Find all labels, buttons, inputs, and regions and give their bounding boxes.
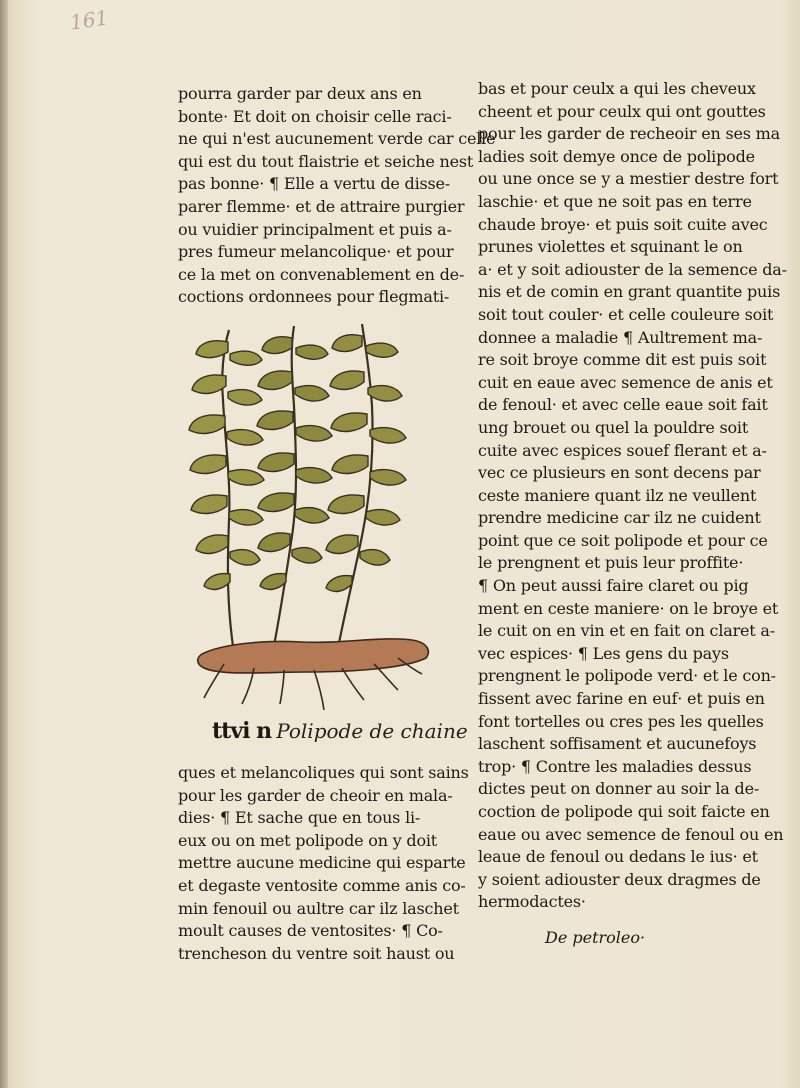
left-column-top (178, 83, 495, 309)
chapter-number: ttvi n (212, 718, 272, 744)
text-line: pourra garder par deux ans en (178, 84, 422, 103)
text-line: bas et pour ceulx a qui les cheveux (478, 79, 756, 98)
text-line: leaue de fenoul ou dedans le ius· et (478, 847, 758, 867)
text-line: dies· ¶ Et sache que en tous li- (178, 808, 421, 828)
text-line: coction de polipode qui soit faicte en (478, 802, 770, 821)
text-line: trop· ¶ Contre les maladies dessus (478, 756, 752, 776)
text-line: prunes violettes et squinant le on (478, 237, 743, 257)
text-line: laschent soffisament et aucunefoys (478, 734, 757, 754)
left-column-bottom (178, 762, 469, 965)
text-line: min fenouil ou aultre car ilz laschet (178, 898, 459, 918)
fern-frond-right (326, 324, 406, 658)
text-line: ceste maniere quant ilz ne veullent (478, 485, 757, 505)
text-line: eaue ou avec semence de fenoul ou en (478, 824, 784, 844)
text-line: pas bonne· ¶ Elle a vertu de disse- (178, 174, 450, 194)
text-line: ce la met on convenablement en de- (178, 264, 465, 284)
text-line: vec ce plusieurs en sont decens par (478, 463, 761, 483)
text-line: re soit broye comme dit est puis soit (478, 350, 767, 370)
text-line: ¶ On peut aussi faire claret ou pig (478, 576, 749, 596)
text-line: a· et y soit adiouster de la semence da- (478, 259, 787, 279)
text-line: pour les garder de cheoir en mala- (178, 785, 453, 805)
text-line: dictes peut on donner au soir la de- (478, 779, 760, 799)
fern-frond-middle (257, 326, 332, 656)
text-line: trencheson du ventre soit haust ou (178, 943, 455, 963)
text-line: prendre medicine car ilz ne cuident (478, 508, 761, 528)
text-line: eux ou on met polipode on y doit (178, 830, 438, 850)
text-line: ne qui n'est aucunement verde car celle (178, 129, 496, 149)
handwritten-plant-name: Polipode de chaine (276, 719, 468, 743)
binding-edge (0, 0, 8, 1088)
text-line: le prengnent et puis leur proffite· (478, 553, 744, 573)
fern-frond-left (189, 330, 264, 660)
text-line: coctions ordonnees pour flegmati- (178, 287, 450, 307)
text-line: nis et de comin en grant quantite puis (478, 282, 781, 302)
next-chapter-heading: De petroleo· (545, 928, 646, 947)
text-line: cuite avec espices souef flerant et a- (478, 440, 767, 460)
text-line: font tortelles ou cres pes les quelles (478, 711, 764, 731)
text-line: soit tout couler· et celle couleure soit (478, 304, 774, 324)
text-line: ung brouet ou quel la pouldre soit (478, 417, 749, 437)
text-line: moult causes de ventosites· ¶ Co- (178, 921, 443, 941)
text-line: de fenoul· et avec celle eaue soit fait (478, 395, 768, 415)
text-line: vec espices· ¶ Les gens du pays (478, 643, 729, 663)
text-line: cheent et pour ceulx qui ont gouttes (478, 101, 766, 121)
text-line: pres fumeur melancolique· et pour (178, 242, 454, 262)
text-line: ment en ceste maniere· on le broye et (478, 598, 779, 618)
text-line: laschie· et que ne soit pas en terre (478, 191, 752, 211)
right-column (478, 78, 787, 914)
text-line: cuit en eaue avec semence de anis et (478, 372, 773, 392)
text-line: qui est du tout flaistrie et seiche nest (178, 151, 474, 171)
text-line: fissent avec farine en euf· et puis en (478, 689, 765, 709)
text-line: donnee a maladie ¶ Aultrement ma- (478, 327, 763, 347)
text-line: mettre aucune medicine qui esparte (178, 853, 466, 873)
text-line: et degaste ventosite comme anis co- (178, 875, 466, 895)
figure-caption (212, 718, 468, 744)
text-line: ladies soit demye once de polipode (478, 146, 755, 166)
text-line: chaude broye· et puis soit cuite avec (478, 214, 768, 234)
text-line: parer flemme· et de attraire purgier (178, 196, 465, 216)
text-line: y soient adiouster deux dragmes de (478, 869, 761, 889)
text-line: prengnent le polipode verd· et le con- (478, 666, 776, 686)
text-line: ou vuidier principalment et puis a- (178, 219, 452, 239)
text-line: ou une once se y a mestier destre fort (478, 169, 779, 189)
text-line: pour les garder de recheoir en ses ma (478, 124, 780, 144)
fern-woodcut-illustration (184, 318, 460, 720)
text-line: point que ce soit polipode et pour ce (478, 530, 768, 550)
text-line: ques et melancoliques qui sont sains (178, 763, 469, 782)
rhizome-root (198, 639, 429, 710)
folio-number: 161 (68, 5, 110, 35)
text-line: bonte· Et doit on choisir celle raci- (178, 106, 452, 126)
text-line: hermodactes· (478, 892, 586, 912)
text-line: le cuit on en vin et en fait on claret a- (478, 621, 775, 641)
